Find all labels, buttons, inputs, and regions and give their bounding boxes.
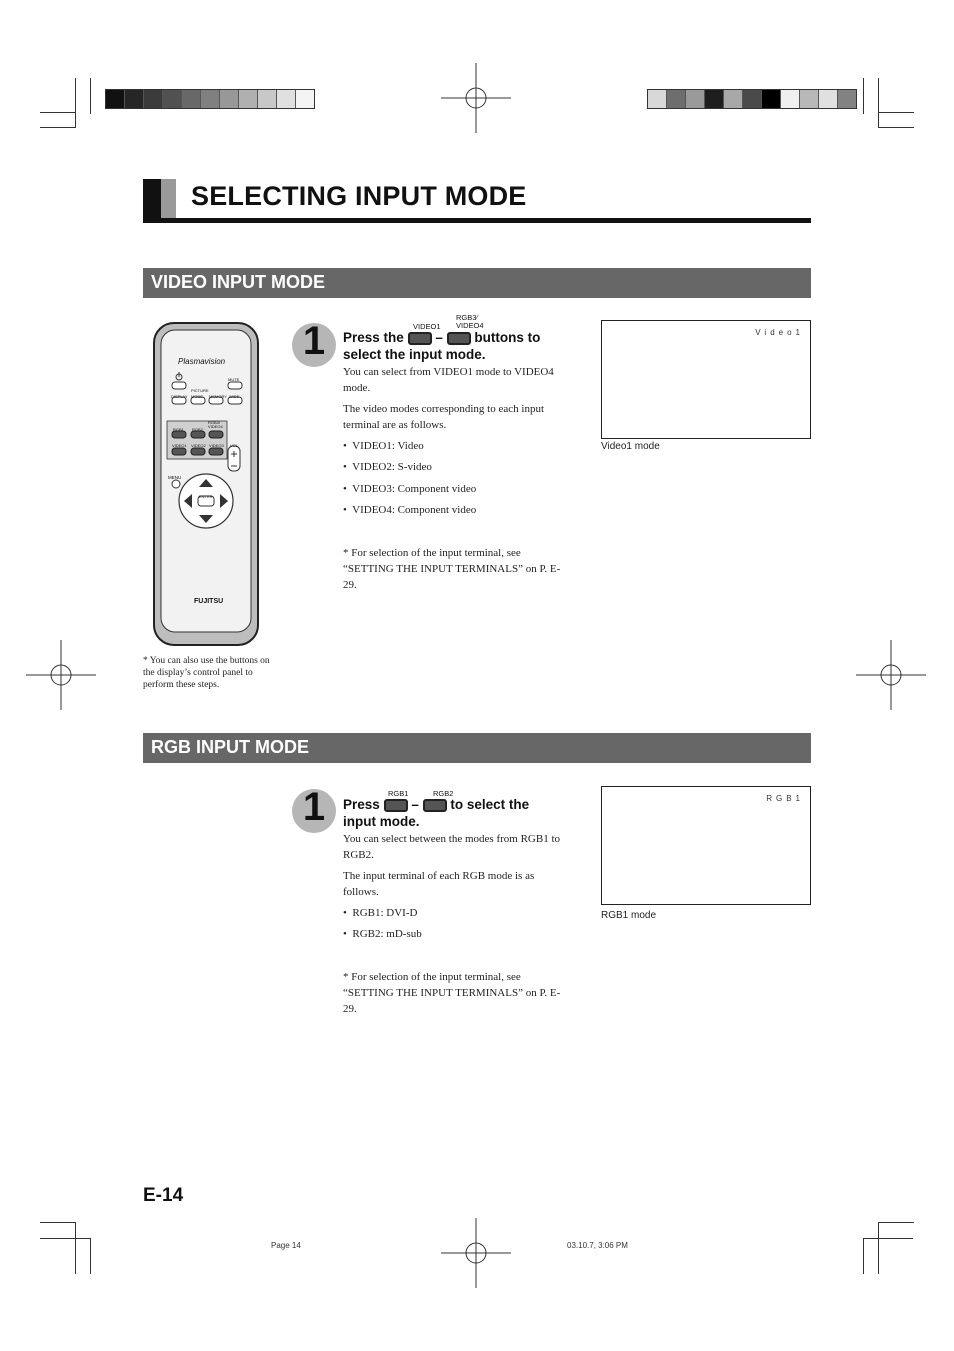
step-heading: [343, 796, 583, 830]
remote-brand-label: Plasmavision: [178, 357, 226, 366]
page-title-block: [143, 179, 811, 223]
list-item-text: RGB2: mD-sub: [352, 928, 422, 940]
list-item: • VIDEO2: S-video: [343, 461, 432, 473]
crop-mark: [878, 127, 914, 128]
color-swatch: [182, 90, 201, 108]
registration-mark-icon: [441, 63, 511, 133]
title-rule: [143, 218, 811, 223]
step-number-badge: [292, 785, 336, 833]
crop-mark: [878, 1222, 879, 1274]
crop-mark: [40, 1238, 90, 1239]
remote-label-mode: MODE: [191, 394, 203, 399]
list-item-text: RGB1: DVI-D: [352, 907, 418, 919]
video1-button-icon: [408, 332, 432, 345]
step-heading: [343, 329, 583, 363]
page-title: SELECTING INPUT MODE: [191, 181, 527, 211]
heading-text: select the input mode.: [343, 347, 486, 362]
heading-text: Press: [343, 797, 380, 812]
button-label-rgb3-video4: RGB3∕ VIDEO4: [456, 313, 484, 330]
list-item: • VIDEO4: Component video: [343, 504, 477, 516]
screen-osd-label: Video1: [755, 328, 804, 337]
list-item: • RGB2: mD-sub: [343, 928, 422, 940]
color-swatch: [667, 90, 686, 108]
remote-label-rgb2: RGB2: [192, 427, 203, 432]
remote-label-vol: VOL: [230, 443, 239, 448]
heading-text: buttons to: [474, 330, 541, 345]
footnote: * For selection of the input terminal, see “SETTING THE INPUT TERMINALS” on P. E-29.: [343, 547, 561, 591]
remote-label-video3: VIDEO3: [209, 443, 224, 448]
section-title: VIDEO INPUT MODE: [151, 272, 326, 292]
crop-mark: [40, 112, 76, 113]
list-item-text: VIDEO2: S-video: [352, 461, 432, 473]
step-number-badge: [292, 319, 336, 367]
remote-label-mute: MUTE: [228, 377, 240, 382]
crop-mark: [863, 78, 864, 114]
screen-caption: RGB1 mode: [601, 910, 657, 921]
paragraph: You can select between the modes from RGB1 to RGB2.: [343, 833, 561, 861]
step-number: 1: [302, 785, 326, 829]
screen-caption: Video1 mode: [601, 441, 660, 452]
remote-label-display: DISPLAY: [171, 394, 188, 399]
crop-mark: [90, 78, 91, 114]
crop-mark: [40, 1222, 76, 1223]
remote-label-video2: VIDEO2: [191, 443, 206, 448]
crop-mark: [878, 1222, 914, 1223]
color-swatch: [819, 90, 838, 108]
color-swatch: [800, 90, 819, 108]
crop-mark: [90, 1238, 91, 1274]
color-swatch: [163, 90, 182, 108]
button-label-rgb1: RGB1: [388, 789, 409, 798]
button-label-video1: VIDEO1: [413, 322, 441, 331]
heading-text: to select the: [450, 797, 530, 812]
title-accent: [161, 179, 176, 219]
step-number: 1: [302, 319, 326, 363]
footer-timestamp: 03.10.7, 3:06 PM: [567, 1241, 628, 1250]
color-swatch: [686, 90, 705, 108]
registration-mark-icon: [441, 1218, 511, 1288]
crop-mark: [878, 78, 879, 128]
list-item: • VIDEO1: Video: [343, 440, 424, 452]
color-swatch: [648, 90, 667, 108]
heading-text: Press the: [343, 330, 404, 345]
list-item-text: VIDEO3: Component video: [352, 483, 477, 495]
rgb3-video4-button-icon: [447, 332, 471, 345]
screen-preview: [601, 786, 811, 905]
remote-note: * You can also use the buttons on the display’s control panel to perform these steps.: [143, 656, 270, 690]
color-swatch: [144, 90, 163, 108]
remote-label-picture: PICTURE: [191, 388, 209, 393]
screen-preview: [601, 320, 811, 439]
heading-text: input mode.: [343, 814, 420, 829]
title-accent: [143, 179, 161, 219]
remote-label-video1: VIDEO1: [172, 443, 187, 448]
remote-maker-logo: FUJITSU: [194, 598, 224, 605]
section-header-video: [143, 268, 811, 298]
crop-mark: [75, 78, 76, 128]
heading-dash: –: [435, 330, 443, 345]
section-title: RGB INPUT MODE: [151, 737, 310, 757]
page-number: E-14: [143, 1185, 184, 1206]
paragraph: The video modes corresponding to each input terminal are as follows.: [343, 403, 545, 431]
color-swatch: [705, 90, 724, 108]
color-swatch: [762, 90, 781, 108]
color-swatch: [743, 90, 762, 108]
color-swatch: [125, 90, 144, 108]
color-calibration-bar: [105, 89, 315, 109]
paragraph: The input terminal of each RGB mode is as follows.: [343, 870, 535, 898]
color-swatch: [258, 90, 277, 108]
crop-mark: [863, 1238, 864, 1274]
registration-mark-icon: [26, 640, 96, 710]
registration-mark-icon: [856, 640, 926, 710]
crop-mark: [878, 112, 914, 113]
crop-mark: [40, 127, 76, 128]
color-swatch: [838, 90, 856, 108]
remote-label-memory: MEMORY: [209, 394, 227, 399]
section-header-rgb: [143, 733, 811, 763]
screen-osd-label: RGB1: [766, 794, 804, 803]
remote-label-menu: MENU: [168, 475, 182, 480]
list-item-text: VIDEO4: Component video: [352, 504, 477, 516]
remote-label-rgb1: RGB1: [173, 427, 184, 432]
crop-mark: [75, 1222, 76, 1274]
color-swatch: [239, 90, 258, 108]
footer-page: Page 14: [271, 1241, 301, 1250]
footnote: * For selection of the input terminal, see “SETTING THE INPUT TERMINALS” on P. E-29.: [343, 971, 561, 1015]
color-swatch: [220, 90, 239, 108]
list-item-text: VIDEO1: Video: [352, 440, 424, 452]
crop-mark: [863, 1238, 913, 1239]
list-item: • VIDEO3: Component video: [343, 483, 477, 495]
remote-label-wide: WIDE: [229, 394, 240, 399]
rgb1-button-icon: [384, 799, 408, 812]
color-swatch: [201, 90, 220, 108]
heading-dash: –: [411, 797, 419, 812]
paragraph: You can select from VIDEO1 mode to VIDEO4 mode.: [343, 366, 554, 394]
list-item: • RGB1: DVI-D: [343, 907, 418, 919]
color-swatch: [724, 90, 743, 108]
color-calibration-bar: [647, 89, 857, 109]
remote-label-rgb3: RGB3/ VIDEO4: [208, 420, 223, 429]
color-swatch: [277, 90, 296, 108]
color-swatch: [781, 90, 800, 108]
rgb2-button-icon: [423, 799, 447, 812]
remote-label-enter: ENTER: [199, 494, 213, 499]
color-swatch: [106, 90, 125, 108]
button-label-rgb2: RGB2: [433, 789, 454, 798]
color-swatch: [296, 90, 314, 108]
